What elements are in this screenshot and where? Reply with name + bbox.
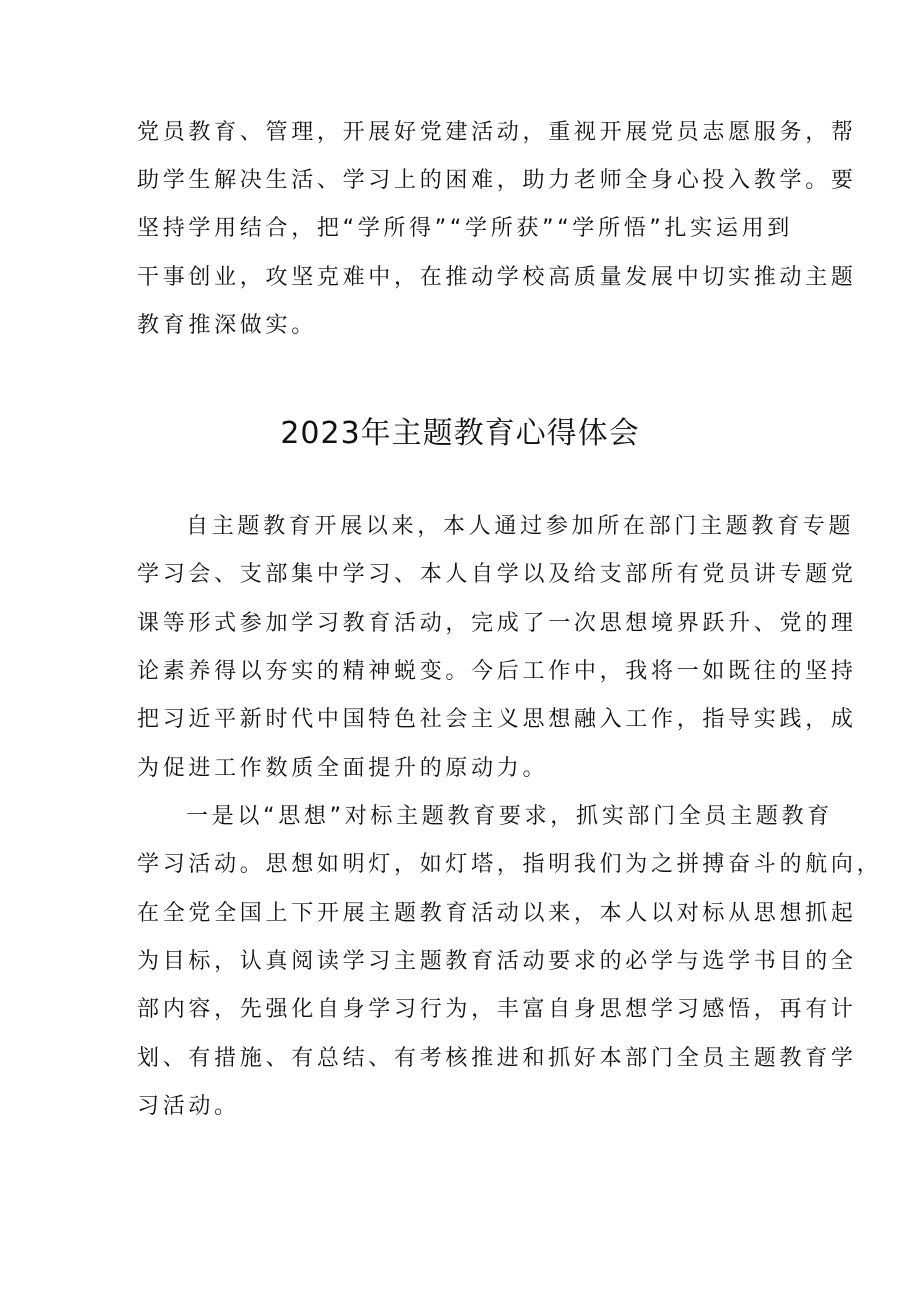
paragraph-2-line: 习活动。 <box>137 1094 240 1119</box>
prev-section-line: 干事创业，攻坚克难中，在推动学校高质量发展中切实推动主题 <box>137 265 857 290</box>
prev-section-line: 教育推深做实。 <box>137 313 317 338</box>
paragraph-1-line: 学习会、支部集中学习、本人自学以及给支部所有党员讲专题党 <box>137 562 857 587</box>
paragraph-2-line: 划、有措施、有总结、有考核推进和抓好本部门全员主题教育学 <box>137 1046 857 1071</box>
paragraph-2-line: 为目标，认真阅读学习主题教育活动要求的必学与选学书目的全 <box>137 949 857 974</box>
paragraph-1-line: 自主题教育开展以来，本人通过参加所在部门主题教育专题 <box>186 514 855 539</box>
paragraph-2-line: 部内容，先强化自身学习行为，丰富自身思想学习感悟，再有计 <box>137 997 857 1022</box>
article-title: 2023年主题教育心得体会 <box>280 416 640 451</box>
paragraph-1-line: 为促进工作数质全面提升的原动力。 <box>137 756 549 781</box>
paragraph-1-line: 论素养得以夯实的精神蜕变。今后工作中，我将一如既往的坚持 <box>137 659 857 684</box>
paragraph-2-line: 一是以“思想”对标主题教育要求，抓实部门全员主题教育 <box>186 804 833 829</box>
prev-section-line: 助学生解决生活、学习上的困难，助力老师全身心投入教学。要 <box>137 168 857 193</box>
paragraph-2-line: 在全党全国上下开展主题教育活动以来，本人以对标从思想抓起 <box>137 901 857 926</box>
paragraph-2-line: 学习活动。思想如明灯，如灯塔，指明我们为之拼搏奋斗的航向， <box>137 852 883 877</box>
paragraph-1-line: 课等形式参加学习教育活动，完成了一次思想境界跃升、党的理 <box>137 611 857 636</box>
prev-section-line: 坚持学用结合，把“学所得”“学所获”“学所悟”扎实运用到 <box>137 216 793 241</box>
prev-section-line: 党员教育、管理，开展好党建活动，重视开展党员志愿服务，帮 <box>137 120 857 145</box>
paragraph-1-line: 把习近平新时代中国特色社会主义思想融入工作，指导实践，成 <box>137 707 857 732</box>
